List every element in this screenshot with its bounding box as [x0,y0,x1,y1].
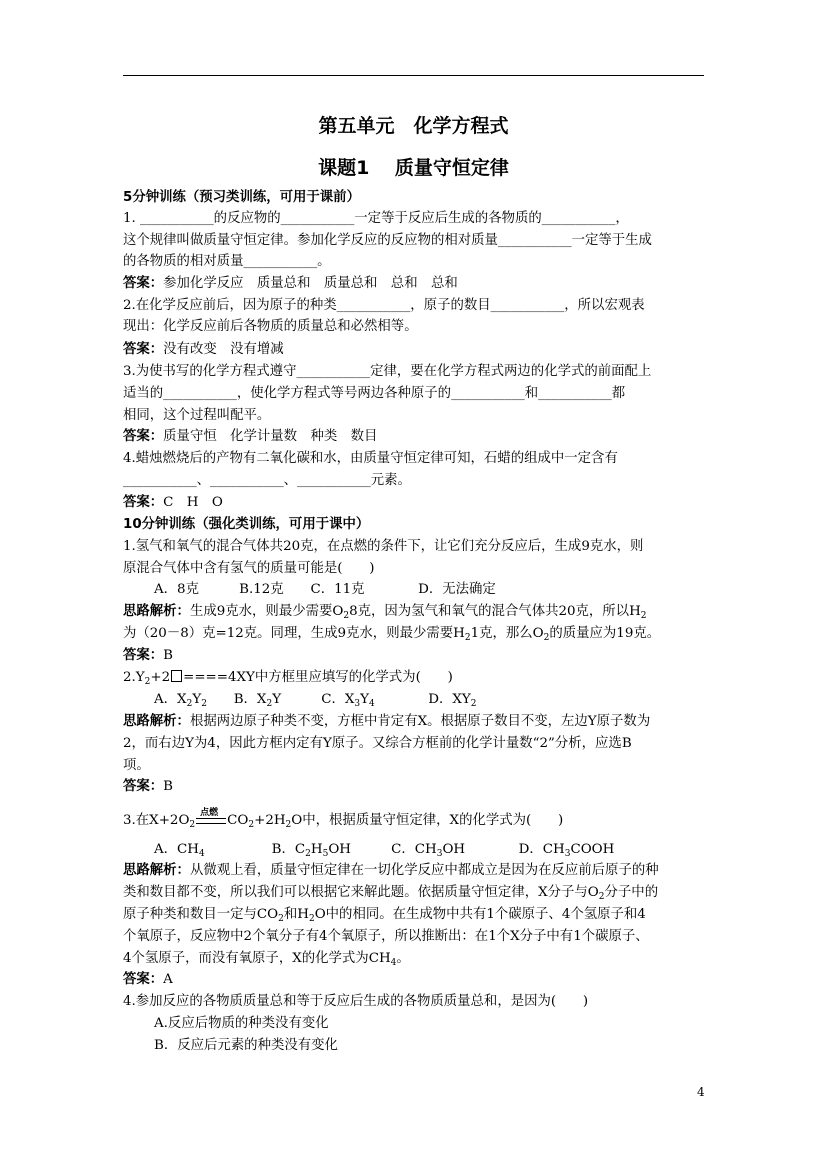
subscript: 2 [343,611,350,621]
answer-text: B [163,779,174,794]
analysis-line [123,949,410,969]
analysis-text: 为（20－8）克=12克。同理，生成9克水，则最少需要H [123,626,465,641]
subscript: 2 [144,677,151,687]
question-text: 3.在X+2O [123,813,190,828]
options-line: B．反应后元素的种类没有变化 [154,1038,338,1053]
answer-line [123,274,458,294]
option-text: B．C [204,842,306,857]
question-line [123,807,564,831]
option-text: D．XY [374,692,471,707]
subscript: 3 [564,849,571,859]
question-text: ====4XY中方框里应填写的化学式为( ) [183,670,453,685]
section-heading-5min: 5分钟训练（预习类训练，可用于课前） [123,190,360,205]
question-text: 2.Y [123,670,145,685]
subscript: 5 [322,849,329,859]
analysis-line [123,624,660,644]
analysis-line [123,712,650,732]
subscript: 2 [201,699,207,709]
analysis-label: 思路解析： [123,863,190,878]
question-line [123,668,453,688]
subscript: 2 [308,914,315,924]
option-text: B．X [206,692,267,707]
analysis-line [123,602,647,622]
analysis-text: 类和数目都不变，所以我们可以根据它来解此题。依据质量守恒定律，X分子与O [123,885,599,900]
question-line: 这个规律叫做质量守恒定律。参加化学反应的反应物的相对质量___________一定等于生成 [123,233,652,248]
question-line: 的各物质的相对质量___________。 [123,254,331,269]
lesson-title: 课题1 质量守恒定律 [318,157,509,179]
question-line: 相同，这个过程叫配平。 [123,408,271,423]
analysis-text: 。 [396,951,410,966]
option-text: OH D．CH [442,842,565,857]
options-line: A．8克 B.12克 C．11克 D．无法确定 [154,582,496,597]
subscript: 3 [436,849,443,859]
option-text: A．CH [154,842,199,857]
question-line: 现出：化学反应前后各物质的质量总和必然相等。 [123,319,418,334]
header-rule [123,75,704,76]
subscript: 4 [390,958,397,968]
answer-label: 答案： [123,648,164,663]
analysis-line: 项。 [123,758,150,773]
subscript: 2 [598,892,605,902]
analysis-text: 和H [283,907,309,922]
option-text: H [310,842,323,857]
subscript: 2 [186,699,193,709]
answer-line [123,427,377,447]
subscript: 2 [543,633,550,643]
blank-box [171,670,182,682]
answer-line [123,777,173,797]
subscript: 2 [266,699,273,709]
analysis-text: 根据两边原子种类不变，方框中肯定有X。根据原子数目不变，左边Y原子数为 [189,714,651,729]
answer-text: 没有改变 没有增减 [163,342,284,357]
analysis-text: 8克，因为氢气和氧气的混合气体共20克，所以H [349,604,641,619]
analysis-line: 2，而右边Y为4，因此方框内定有Y原子。又综合方框前的化学计量数“2”分析，应选B [123,736,632,751]
question-line: 原混合气体中含有氢气的质量可能是( ) [123,561,375,576]
analysis-text: 分子中的 [604,885,659,900]
question-text: CO [227,813,249,828]
subscript: 4 [198,849,205,859]
analysis-text: 生成9克水，则最少需要O [189,604,344,619]
answer-text: 质量守恒 化学计量数 种类 数目 [163,429,378,444]
subscript: 2 [464,633,471,643]
option-text: Y [360,692,369,707]
option-text: OH C．CH [328,842,437,857]
double-bar [196,818,226,824]
question-text: +2 [150,670,171,685]
answer-label: 答案： [123,972,164,987]
answer-line [123,493,223,513]
analysis-text: 的质量应为19克。 [549,626,661,641]
analysis-line [123,861,659,881]
section-heading-10min: 10分钟训练（强化类训练，可用于课中） [123,517,370,532]
option-text: A．X [154,692,187,707]
question-text: +2H [254,813,286,828]
analysis-line [123,905,646,925]
subscript: 3 [354,699,361,709]
question-line: 3.为使书写的化学方程式遵守___________定律，要在化学方程式两边的化学式的前面配上 [123,364,652,379]
answer-label: 答案： [123,495,164,510]
analysis-text: 4个氢原子，而没有氧原子，X的化学式为CH [123,951,391,966]
options-line [154,690,477,710]
reaction-arrow [196,807,226,827]
page-number: 4 [697,1085,705,1099]
analysis-text: 1克，那么O [470,626,544,641]
question-line: 1. ___________的反应物的___________一定等于反应后生成的各物质的___________， [123,211,629,226]
answer-text: A [163,972,173,987]
subscript: 4 [368,699,375,709]
subscript: 2 [278,914,284,924]
analysis-label: 思路解析： [123,604,190,619]
answer-text: B [163,648,174,663]
question-line: ___________、___________、___________元素。 [123,473,411,488]
reaction-condition: 点燃 [200,807,219,818]
unit-title: 第五单元 化学方程式 [318,115,509,137]
analysis-text: O中的相同。在生成物中共有1个碳原子、4个氢原子和4 [314,907,646,922]
question-line: 4.蜡烛燃烧后的产物有二氧化碳和水，由质量守恒定律可知，石蜡的组成中一定含有 [123,451,618,466]
question-line: 适当的___________，使化学方程式等号两边各种原子的___________和___________都 [123,386,626,401]
analysis-text: 从微观上看，质量守恒定律在一切化学反应中都成立是因为在反应前后原子的种 [189,863,659,878]
subscript: 2 [470,699,477,709]
subscript: 2 [285,820,292,830]
option-text: Y [192,692,202,707]
answer-text: C H O [163,495,223,510]
answer-line [123,646,173,666]
analysis-text: 原子种类和数目一定与CO [123,907,279,922]
answer-label: 答案： [123,779,164,794]
subscript: 2 [248,820,255,830]
options-line: A.反应后物质的种类没有变化 [154,1016,329,1031]
subscript: 2 [305,849,311,859]
question-line: 4.参加反应的各物质质量总和等于反应后生成的各物质质量总和，是因为( ) [123,994,589,1009]
answer-line [123,970,173,990]
answer-label: 答案： [123,276,164,291]
analysis-label: 思路解析： [123,714,190,729]
option-text: COOH [570,842,615,857]
analysis-line: 个氧原子，反应物中2个氧分子有4个氧原子，所以推断出：在1个X分子中有1个碳原子、 [123,929,649,944]
question-text: O中，根据质量守恒定律，X的化学式为( ) [291,813,564,828]
options-line [154,840,614,860]
subscript: 2 [640,611,647,621]
analysis-line [123,883,658,903]
answer-text: 参加化学反应 质量总和 质量总和 总和 总和 [163,276,458,291]
question-line: 1.氢气和氧气的混合气体共20克，在点燃的条件下，让它们充分反应后，生成9克水，则 [123,539,644,554]
answer-label: 答案： [123,429,164,444]
question-line: 2.在化学反应前后，因为原子的种类___________，原子的数目___________，所以宏观表 [123,298,645,313]
subscript: 2 [189,820,196,830]
answer-line [123,340,284,360]
option-text: Y C．X [272,692,355,707]
answer-label: 答案： [123,342,164,357]
